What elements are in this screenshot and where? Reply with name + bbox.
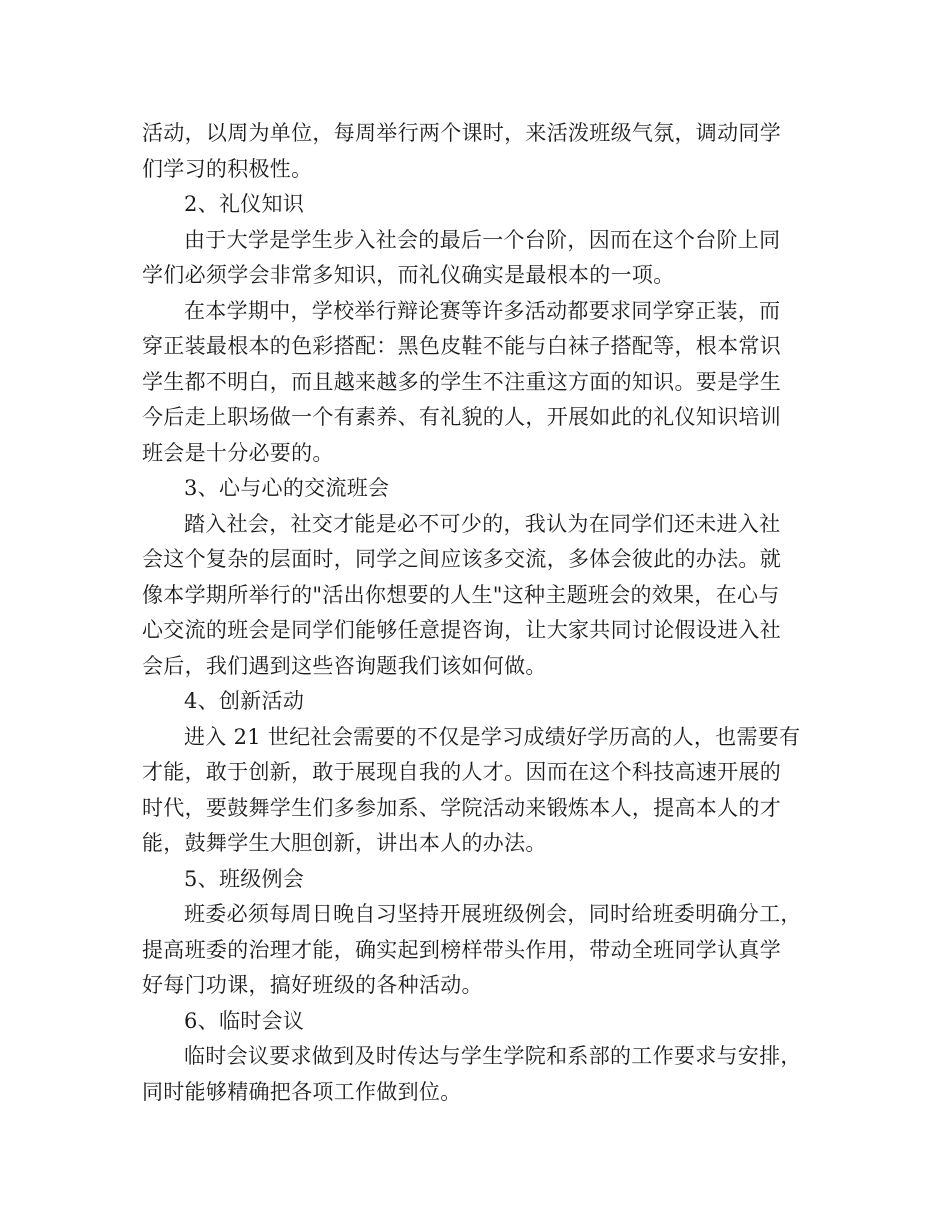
text-line: 今后走上职场做一个有素养、有礼貌的人，开展如此的礼仪知识培训 [142, 405, 781, 429]
text-line: 提高班委的治理才能，确实起到榜样带头作用，带动全班同学认真学 [142, 937, 781, 962]
text-line: 由于大学是学生步入社会的最后一个台阶，因而在这个台阶上同 [184, 227, 781, 252]
text-line: 们学习的积极性。 [142, 156, 313, 181]
text-line: 会这个复杂的层面时，同学之间应该多交流，多体会彼此的办法。就 [142, 547, 781, 571]
text-line: 才能，敢于创新，敢于展现自我的人才。因而在这个科技高速开展的 [142, 760, 781, 784]
text-line: 同时能够精确把各项工作做到位。 [142, 1079, 462, 1104]
section-heading: 3、心与心的交流班会 [184, 476, 390, 500]
document-page [142, 116, 810, 1110]
text-line: 学们必须学会非常多知识，而礼仪确实是最根本的一项。 [142, 263, 675, 287]
text-line: 活动，以周为单位，每周举行两个课时，来活泼班级气氛，调动同学 [142, 121, 781, 145]
text-line: 像本学期所举行的"活出你想要的人生"这种主题班会的效果，在心与 [142, 582, 780, 607]
text-line: 好每门功课，搞好班级的各种活动。 [142, 973, 483, 997]
text-line: 进入 21 世纪社会需要的不仅是学习成绩好学历高的人，也需要有 [184, 724, 801, 749]
text-line: 穿正装最根本的色彩搭配：黑色皮鞋不能与白袜子搭配等，根本常识 [142, 334, 781, 358]
text-line: 临时会议要求做到及时传达与学生学院和系部的工作要求与安排， [184, 1044, 802, 1068]
text-line: 踏入社会，社交才能是必不可少的，我认为在同学们还未进入社 [184, 511, 781, 536]
section-heading: 5、班级例会 [184, 866, 305, 891]
section-heading: 4、创新活动 [184, 689, 305, 713]
text-line: 班委必须每周日晚自习坚持开展班级例会，同时给班委明确分工， [184, 902, 802, 926]
text-line: 班会是十分必要的。 [142, 440, 334, 465]
text-line: 能，鼓舞学生大胆创新，讲出本人的办法。 [142, 831, 547, 855]
text-line: 会后，我们遇到这些咨询题我们该如何做。 [142, 653, 547, 678]
text-line: 时代，要鼓舞学生们多参加系、学院活动来锻炼本人，提高本人的才 [142, 795, 781, 820]
text-line: 心交流的班会是同学们能够任意提咨询，让大家共同讨论假设进入社 [142, 618, 781, 642]
section-heading: 6、临时会议 [184, 1008, 305, 1033]
section-heading: 2、礼仪知识 [184, 192, 305, 216]
text-line: 学生都不明白，而且越来越多的学生不注重这方面的知识。要是学生 [142, 369, 781, 394]
text-line: 在本学期中，学校举行辩论赛等许多活动都要求同学穿正装，而 [184, 298, 781, 323]
